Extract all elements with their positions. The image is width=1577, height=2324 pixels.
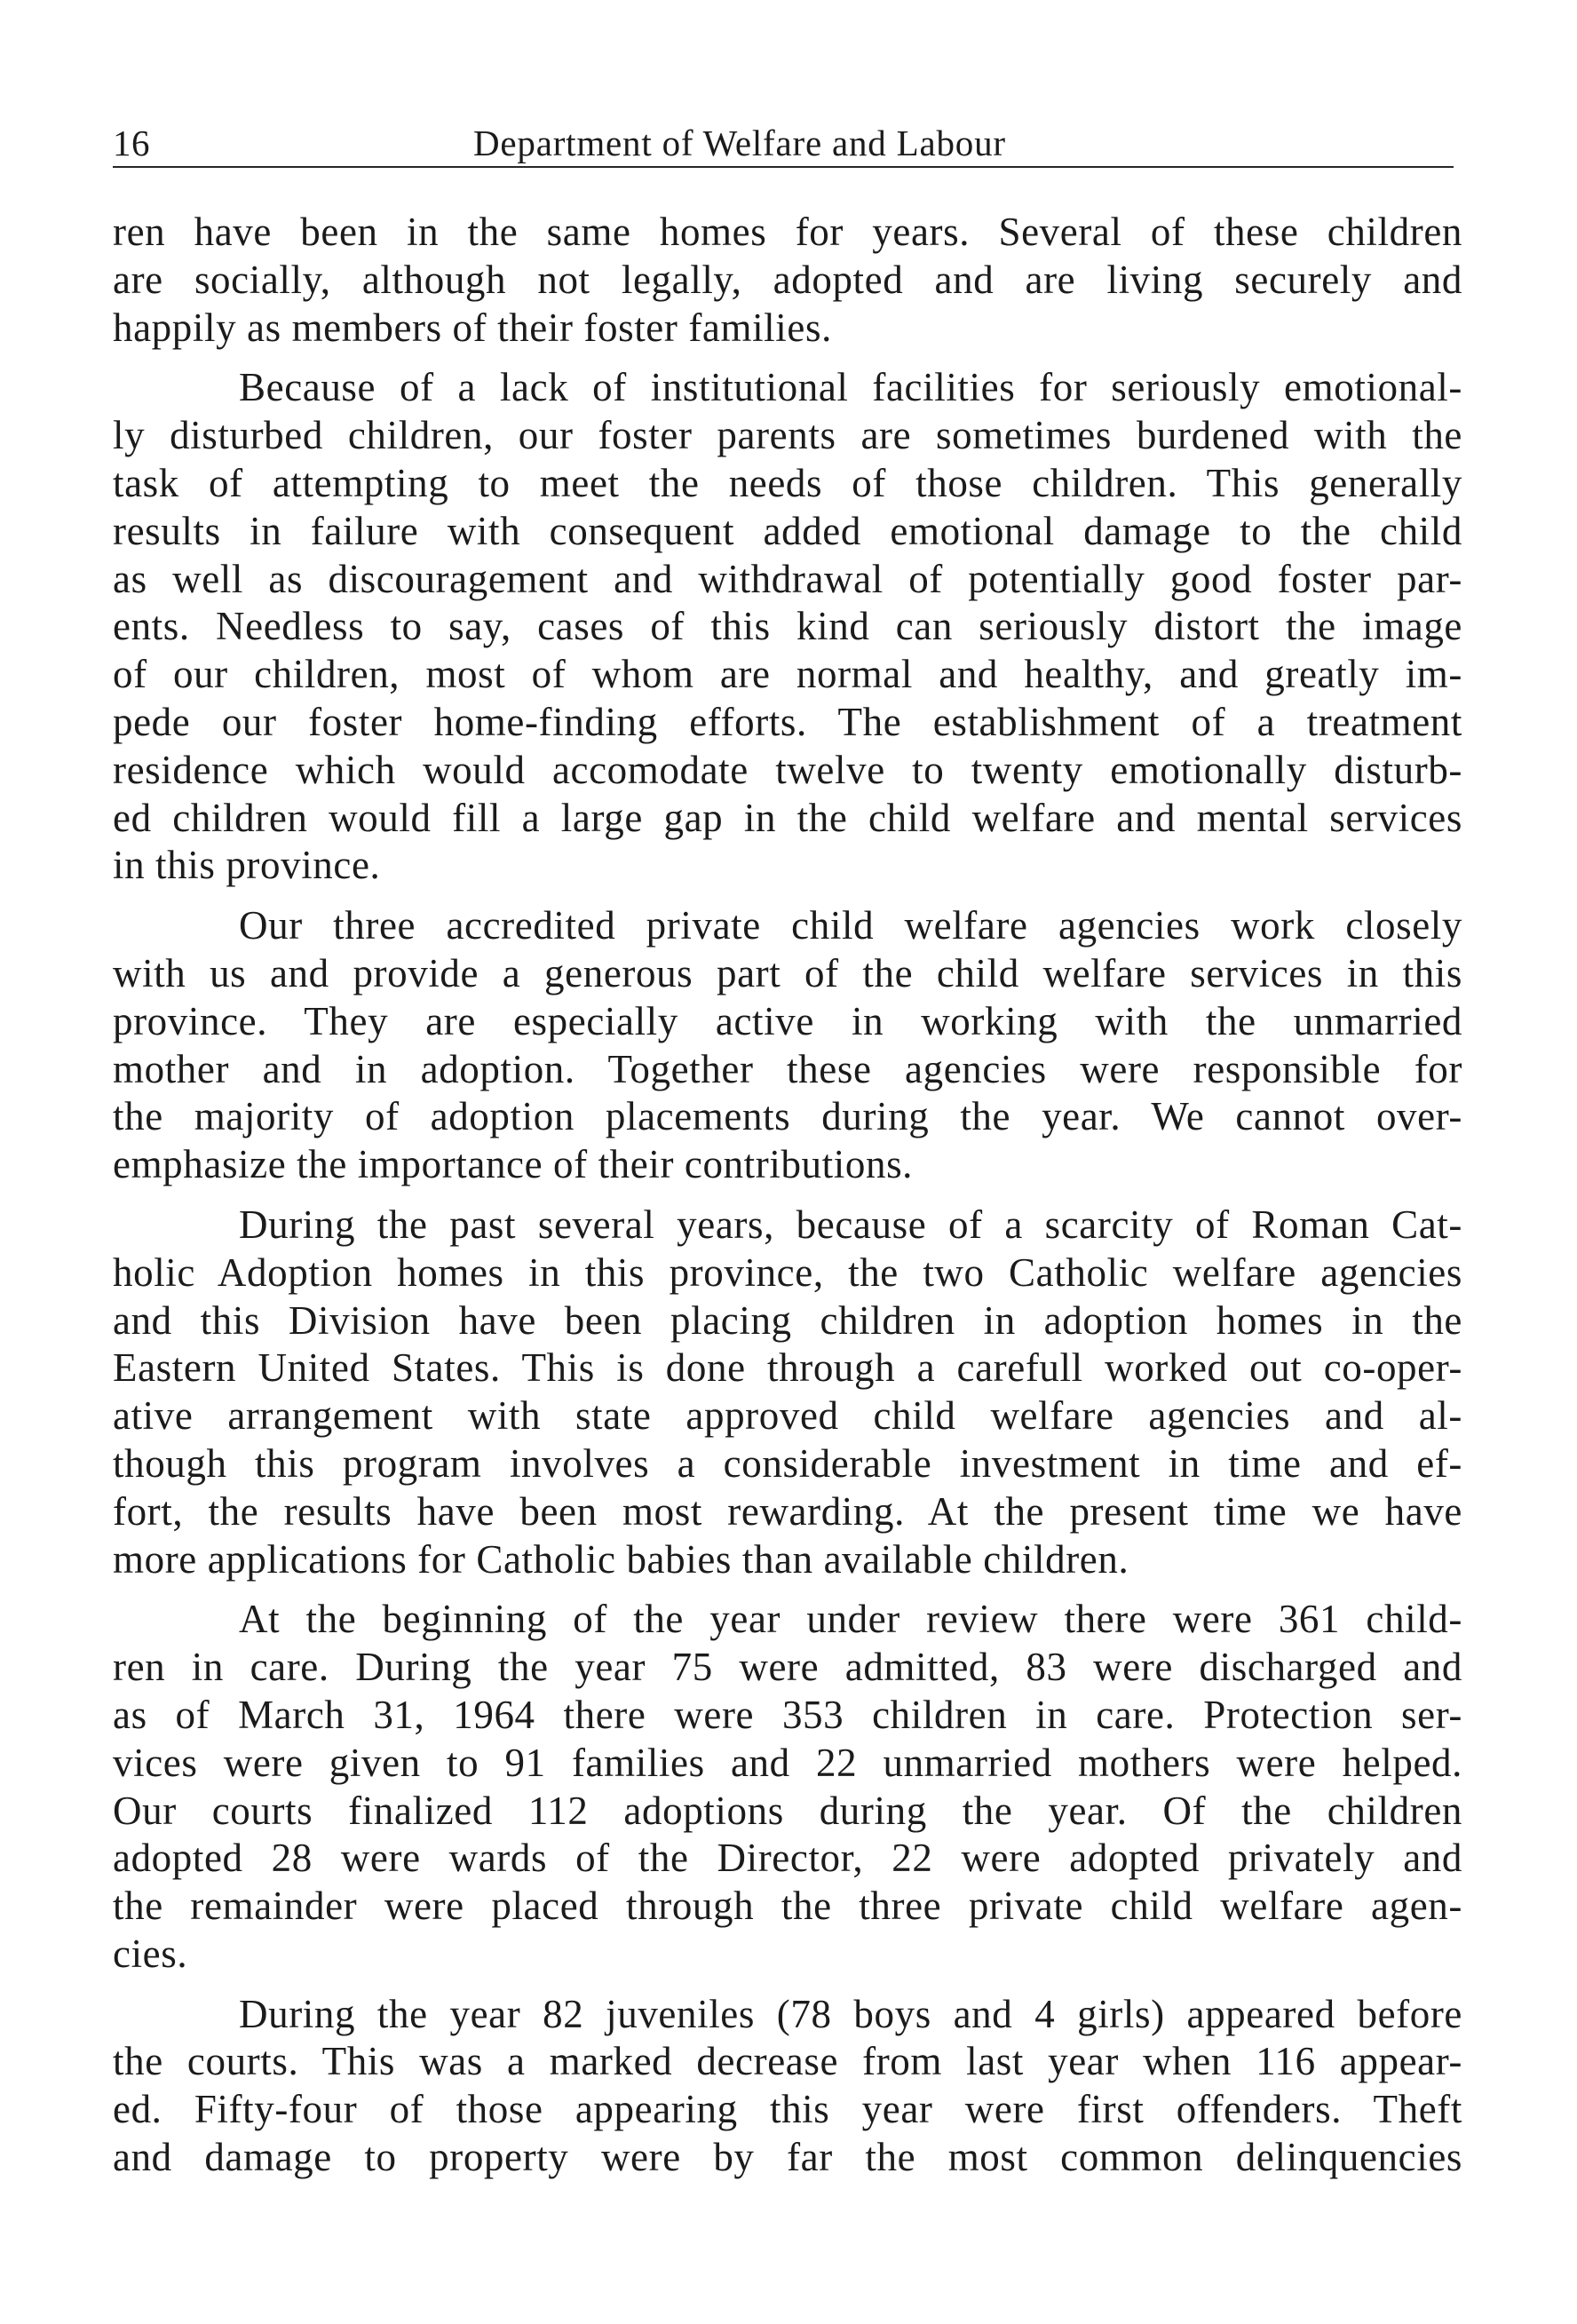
- text-line: pede our foster home-finding efforts. The establishment of a treatment: [113, 699, 1462, 744]
- text-line: happily as members of their foster families.: [113, 305, 832, 350]
- paragraph: [113, 1991, 1462, 2182]
- text-line: vices were given to 91 families and 22 unmarried mothers were helped.: [113, 1740, 1462, 1785]
- header-rule: [113, 166, 1454, 168]
- paragraph: [113, 209, 1462, 352]
- text-line: though this program involves a considerable investment in time and ef-: [113, 1440, 1462, 1486]
- text-line: adopted 28 were wards of the Director, 22 were adopted privately and: [113, 1836, 1462, 1881]
- text-line: At the beginning of the year under review there were 361 child-: [239, 1597, 1462, 1642]
- text-line: fort, the results have been most rewarding. At the present time we have: [113, 1488, 1462, 1534]
- text-line: in this province.: [113, 843, 381, 888]
- text-line: holic Adoption homes in this province, the two Catholic welfare agencies: [113, 1249, 1462, 1295]
- text-line: and this Division have been placing children in adoption homes in the: [113, 1297, 1462, 1343]
- text-line: mother and in adoption. Together these agencies were responsible for: [113, 1046, 1462, 1091]
- text-line: Our three accredited private child welfare agencies work closely: [239, 903, 1462, 948]
- text-line: more applications for Catholic babies than available children.: [113, 1536, 1129, 1582]
- text-line: with us and provide a generous part of the child welfare services in this: [113, 950, 1462, 995]
- text-line: ren have been in the same homes for years. Several of these children: [113, 210, 1462, 254]
- text-line: ed children would fill a large gap in the child welfare and mental services: [113, 795, 1462, 840]
- text-line: the majority of adoption placements during the year. We cannot over-: [113, 1094, 1462, 1139]
- text-line: the remainder were placed through the three private child welfare agen-: [113, 1884, 1462, 1929]
- text-line: of our children, most of whom are normal and healthy, and greatly im-: [113, 652, 1462, 697]
- paragraph: [113, 902, 1462, 1189]
- text-line: results in failure with consequent added emotional damage to the child: [113, 508, 1462, 553]
- text-line: emphasize the importance of their contributions.: [113, 1142, 914, 1187]
- text-line: Our courts finalized 112 adoptions during the year. Of the children: [113, 1788, 1462, 1833]
- text-line: Eastern United States. This is done through a carefull worked out co-oper-: [113, 1345, 1462, 1391]
- text-line: the courts. This was a marked decrease from last year when 116 appear-: [113, 2039, 1462, 2084]
- body-text: [113, 209, 1462, 2182]
- page-number: 16: [113, 123, 150, 163]
- text-line: province. They are especially active in working with the unmarried: [113, 998, 1462, 1043]
- text-line: During the past several years, because of a scarcity of Roman Cat-: [239, 1202, 1462, 1247]
- text-line: ed. Fifty-four of those appearing this year were first offenders. Theft: [113, 2087, 1462, 2132]
- text-line: ly disturbed children, our foster parents are sometimes burdened with the: [113, 413, 1462, 458]
- text-line: residence which would accomodate twelve to twenty emotionally disturb-: [113, 747, 1462, 792]
- text-line: as well as discouragement and withdrawal of potentially good foster par-: [113, 556, 1462, 601]
- text-line: as of March 31, 1964 there were 353 children in care. Protection ser-: [113, 1692, 1462, 1737]
- text-line: Because of a lack of institutional facilities for seriously emotional-: [239, 365, 1462, 410]
- text-line: During the year 82 juveniles (78 boys and 4 girls) appeared before: [239, 1991, 1462, 2036]
- text-line: are socially, although not legally, adopted and are living securely and: [113, 257, 1462, 302]
- text-line: and damage to property were by far the most common delinquencies: [113, 2135, 1462, 2180]
- paragraph: [113, 1202, 1462, 1583]
- text-line: ren in care. During the year 75 were admitted, 83 were discharged and: [113, 1645, 1462, 1690]
- paragraph: [113, 1596, 1462, 1978]
- text-line: cies.: [113, 1931, 188, 1976]
- text-line: ents. Needless to say, cases of this kind can seriously distort the image: [113, 604, 1462, 649]
- running-title: Department of Welfare and Labour: [473, 123, 1006, 163]
- paragraph: [113, 364, 1462, 890]
- text-line: task of attempting to meet the needs of those children. This generally: [113, 460, 1462, 505]
- text-line: ative arrangement with state approved child welfare agencies and al-: [113, 1393, 1462, 1439]
